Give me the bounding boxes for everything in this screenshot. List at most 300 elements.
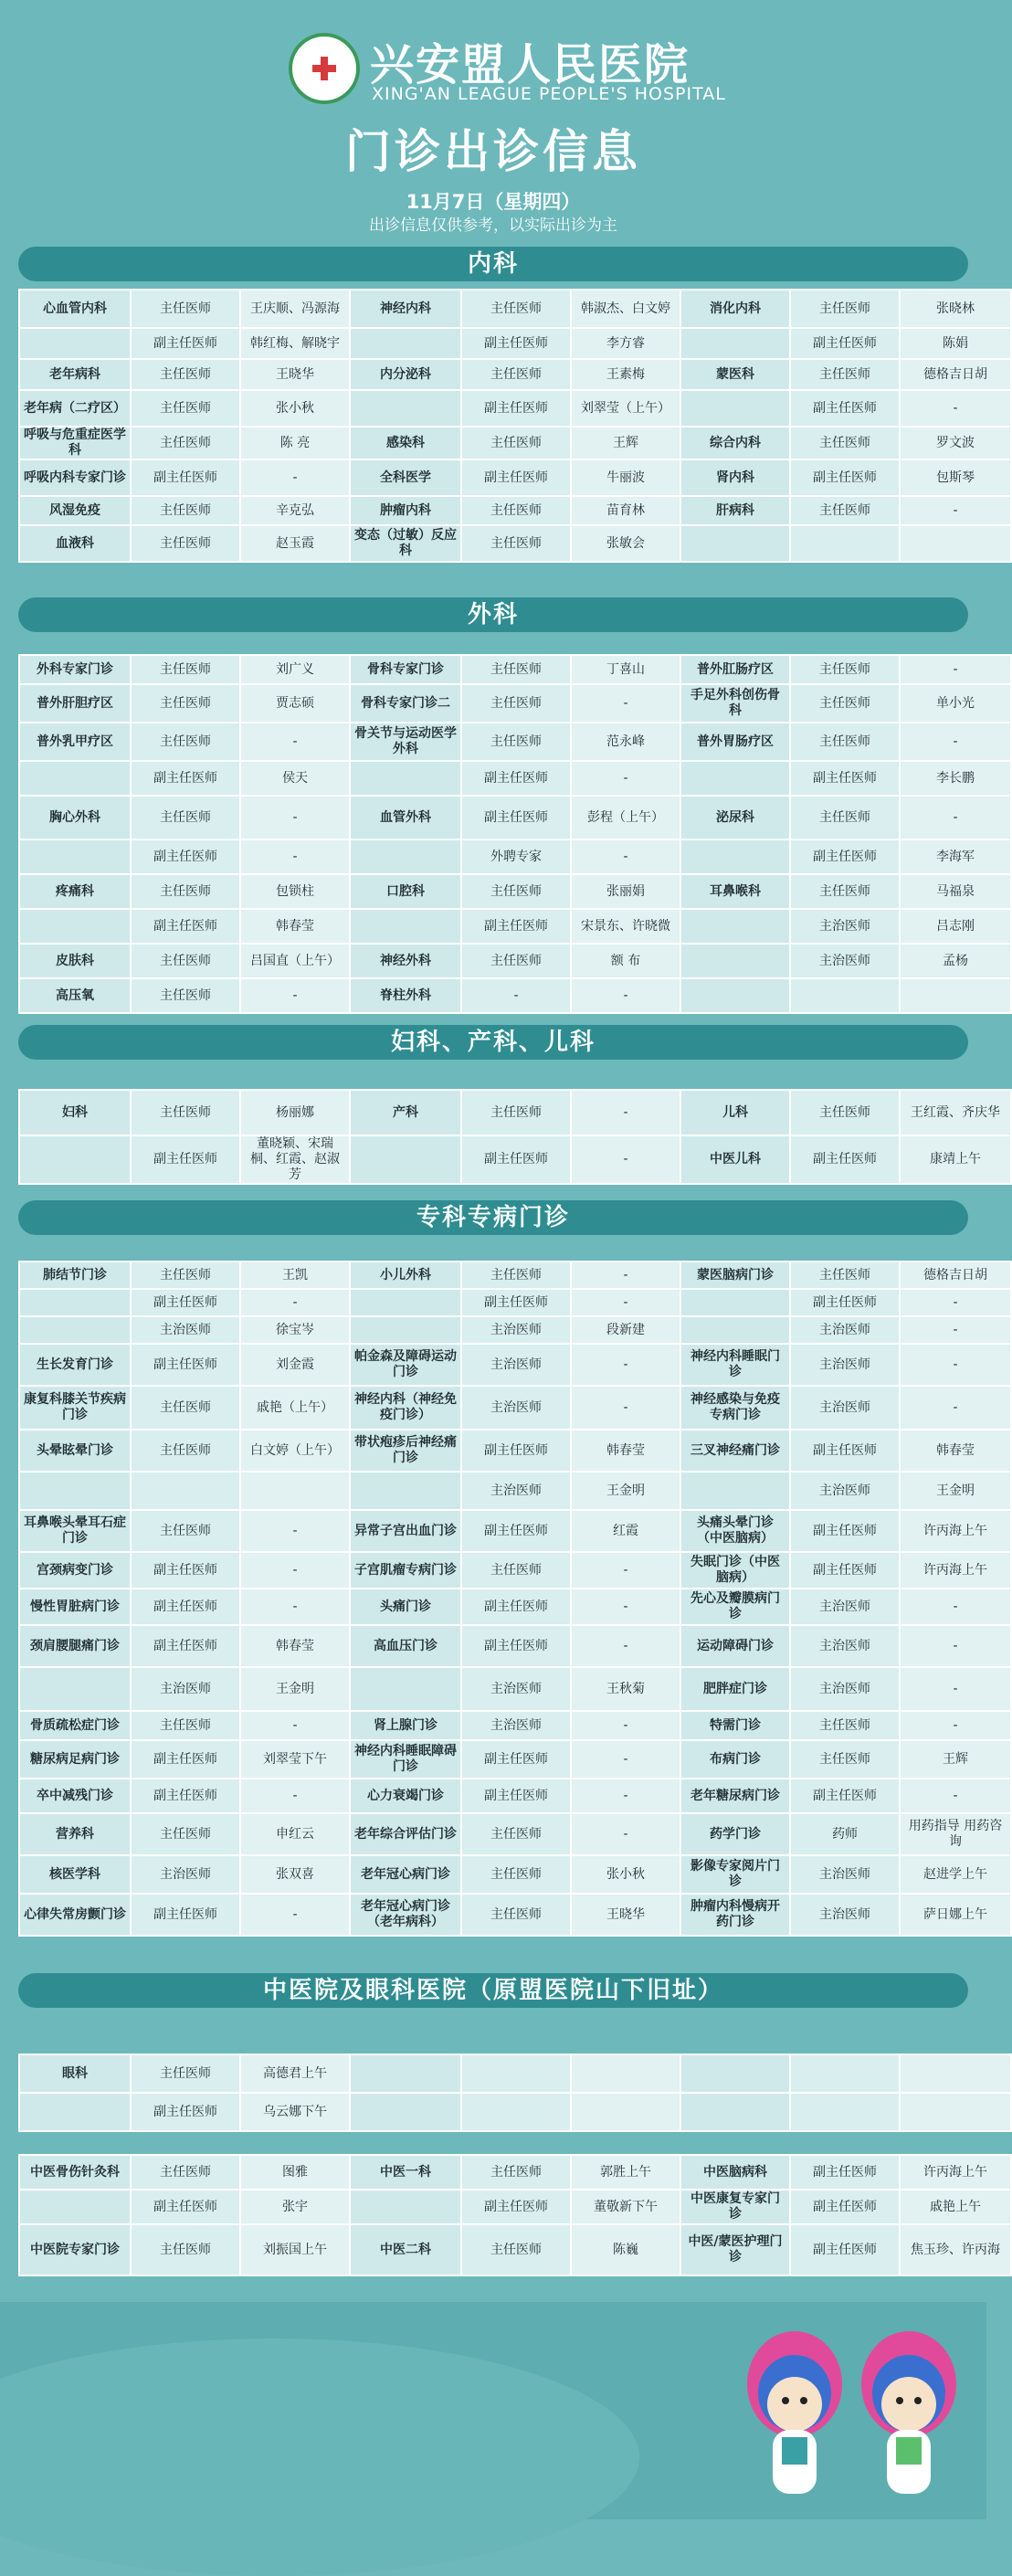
doctor-title-cell: 副主任医师 [462,1136,570,1183]
doctor-title-cell: 主治医师 [132,1668,239,1710]
doctor-name-cell: - [901,1290,1010,1315]
doctor-name-cell: 韩春莹 [241,910,349,943]
doctor-title-cell [462,2055,570,2092]
department-cell: 神经内科睡眠门诊 [681,1345,789,1385]
table-row [20,2225,1010,2275]
table-row [20,2191,1010,2223]
doctor-title-cell: 主任医师 [462,360,570,389]
doctor-name-cell [901,2055,1010,2092]
table-row [20,1856,1010,1893]
department-cell: 蒙医脑病门诊 [681,1262,789,1288]
doctor-title-cell: 副主任医师 [132,1553,239,1588]
doctor-title-cell: 副主任医师 [791,1553,899,1588]
doctor-name-cell: 张晓林 [901,290,1010,327]
doctor-name-cell: 陈娟 [901,329,1010,358]
doctor-title-cell: 副主任医师 [462,797,570,839]
doctor-title-cell: 副主任医师 [462,460,570,495]
doctor-title-cell: 副主任医师 [132,1741,239,1778]
doctor-title-cell: 主任医师 [791,797,899,839]
department-cell [351,1317,460,1343]
section-title-neike: 内科 [18,247,968,281]
doctor-title-cell: 副主任医师 [791,762,899,795]
doctor-title-cell: 主任医师 [132,979,239,1012]
table-zhongyi [18,2154,1000,2276]
doctor-name-cell: 高德君上午 [241,2055,349,2092]
table-row [20,1511,1010,1551]
doctor-title-cell: 主任医师 [132,1511,239,1551]
department-cell [351,2094,460,2130]
doctor-name-cell: 董敬新下午 [572,2191,680,2223]
doctor-title-cell: 副主任医师 [791,1511,899,1551]
doctor-name-cell: 张宇 [241,2191,349,2223]
doctor-title-cell: 主任医师 [791,1091,899,1135]
department-cell [681,526,789,561]
department-cell: 头痛门诊 [351,1589,460,1624]
doctor-name-cell: 陈 亮 [241,428,349,459]
department-cell: 运动障碍门诊 [681,1626,789,1666]
doctor-name-cell: 王金明 [572,1473,680,1509]
section-title-fuchan: 妇科、产科、儿科 [18,1025,968,1060]
department-cell: 糖尿病足病门诊 [20,1741,130,1778]
doctor-title-cell: 副主任医师 [132,1779,239,1812]
doctor-title-cell: - [462,979,570,1012]
department-cell: 颈肩腰腿痛门诊 [20,1626,130,1666]
section-title-zhongyi: 中医院及眼科医院（原盟医院山下旧址） [18,1973,968,2008]
table-waike [18,654,975,1014]
department-cell: 异常子宫出血门诊 [351,1511,460,1551]
doctor-title-cell: 主治医师 [462,1473,570,1509]
department-cell [681,1317,789,1343]
doctor-name-cell: - [901,1387,1010,1429]
doctor-name-cell: - [241,1589,349,1624]
hospital-english-name: XING'AN LEAGUE PEOPLE'S HOSPITAL [372,84,726,104]
doctor-name-cell: - [572,762,680,795]
doctor-title-cell: 主任医师 [791,1262,899,1288]
department-cell: 中医脑病科 [681,2156,789,2189]
department-cell: 普外肝胆疗区 [20,685,130,722]
doctor-name-cell: 吕国直（上午） [241,945,349,977]
doctor-name-cell [241,1473,349,1509]
doctor-name-cell: - [241,797,349,839]
department-cell: 中医一科 [351,2156,460,2189]
doctor-title-cell: 副主任医师 [132,329,239,358]
doctor-title-cell: 主任医师 [132,1262,239,1288]
doctor-name-cell: 王辉 [901,1741,1010,1778]
department-cell [20,2094,130,2130]
department-cell: 耳鼻喉头晕耳石症门诊 [20,1511,130,1551]
table-row [20,1345,1010,1385]
doctor-title-cell: 副主任医师 [132,1136,239,1183]
department-cell: 肝病科 [681,497,789,524]
schedule-table [18,1089,1012,1185]
doctor-name-cell: - [901,1317,1010,1343]
doctor-name-cell: - [241,723,349,760]
department-cell: 肿瘤内科慢病开药门诊 [681,1895,789,1935]
department-cell: 药学门诊 [681,1814,789,1854]
department-cell: 先心及瓣膜病门诊 [681,1589,789,1624]
doctor-title-cell: 主任医师 [132,2225,239,2275]
table-row [20,428,1010,459]
department-cell [681,762,789,795]
schedule-date: 11月7日（星期四） [406,191,581,213]
department-cell: 头晕眩晕门诊 [20,1431,130,1471]
department-cell: 老年糖尿病门诊 [681,1779,789,1812]
department-cell: 耳鼻喉科 [681,875,789,908]
doctor-name-cell: 刘翠莹（上午） [572,391,680,426]
department-cell: 生长发育门诊 [20,1345,130,1385]
doctor-title-cell: 主任医师 [791,360,899,389]
department-cell [681,945,789,977]
department-cell [351,840,460,873]
doctor-title-cell: 主任医师 [791,497,899,524]
doctor-title-cell: 主治医师 [791,910,899,943]
doctor-name-cell: 韩红梅、解晓宇 [241,329,349,358]
department-cell: 影像专家阅片门诊 [681,1856,789,1893]
department-cell: 老年冠心病门诊 [351,1856,460,1893]
doctor-name-cell: 赵玉霞 [241,526,349,561]
department-cell: 营养科 [20,1814,130,1854]
table-row [20,1553,1010,1588]
doctor-name-cell [901,979,1010,1012]
doctor-name-cell: - [572,979,680,1012]
doctor-title-cell: 主治医师 [791,945,899,977]
doctor-title-cell: 主任医师 [132,797,239,839]
doctor-name-cell: 张双喜 [241,1856,349,1893]
doctor-title-cell: 副主任医师 [132,762,239,795]
doctor-name-cell: - [572,1262,680,1288]
page-title: 门诊出诊信息 [345,125,641,178]
department-cell: 疼痛科 [20,875,130,908]
doctor-title-cell: 副主任医师 [791,2156,899,2189]
department-cell: 帕金森及障碍运动门诊 [351,1345,460,1385]
table-row [20,1741,1010,1778]
department-cell: 外科专家门诊 [20,656,130,683]
doctor-title-cell: 主任医师 [791,1741,899,1778]
table-row [20,1431,1010,1471]
department-cell: 老年综合评估门诊 [351,1814,460,1854]
table-row [20,1091,1010,1135]
department-cell: 核医学科 [20,1856,130,1893]
doctor-title-cell: 主任医师 [462,1091,570,1135]
department-cell [351,1668,460,1710]
doctor-title-cell: 副主任医师 [462,1290,570,1315]
doctor-name-cell: 乌云娜下午 [241,2094,349,2130]
department-cell: 手足外科创伤骨科 [681,685,789,722]
doctor-name-cell [572,2055,680,2092]
department-cell: 妇科 [20,1091,130,1135]
table-row [20,526,1010,561]
doctor-title-cell: 副主任医师 [132,460,239,495]
department-cell [681,979,789,1012]
department-cell: 高血压门诊 [351,1626,460,1666]
department-cell: 特需门诊 [681,1712,789,1739]
department-cell [681,840,789,873]
department-cell: 泌尿科 [681,797,789,839]
doctor-name-cell: - [572,1387,680,1429]
department-cell: 慢性胃脏病门诊 [20,1589,130,1624]
doctor-title-cell: 主任医师 [132,875,239,908]
doctor-name-cell: 刘金霞 [241,1345,349,1385]
doctor-name-cell: 德格吉日胡 [901,1262,1010,1288]
department-cell: 宫颈病变门诊 [20,1553,130,1588]
department-cell [351,1290,460,1315]
doctor-title-cell: 主任医师 [462,1553,570,1588]
doctor-title-cell: 主治医师 [791,1626,899,1666]
table-row [20,1668,1010,1710]
doctor-title-cell: 副主任医师 [132,910,239,943]
doctor-title-cell: 副主任医师 [132,1589,239,1624]
doctor-name-cell: - [572,1136,680,1183]
doctor-name-cell: 王晓华 [572,1895,680,1935]
doctor-name-cell: - [572,1091,680,1135]
table-row [20,2055,1010,2092]
department-cell: 心血管内科 [20,290,130,327]
department-cell: 心律失常房颤门诊 [20,1895,130,1935]
department-cell: 肾上腺门诊 [351,1712,460,1739]
doctor-title-cell: 主治医师 [462,1345,570,1385]
department-cell: 心力衰竭门诊 [351,1779,460,1812]
department-cell: 老年病（二疗区） [20,391,130,426]
doctor-name-cell: - [572,1345,680,1385]
doctor-title-cell: 副主任医师 [132,1895,239,1935]
doctor-title-cell: 主任医师 [462,656,570,683]
doctor-title-cell: 副主任医师 [791,329,899,358]
doctor-title-cell: 副主任医师 [791,1431,899,1471]
department-cell [351,762,460,795]
doctor-name-cell: 许丙海上午 [901,1553,1010,1588]
doctor-title-cell: 主任医师 [462,526,570,561]
doctor-name-cell: 王红霞、齐庆华 [901,1091,1010,1135]
department-cell: 中医康复专家门诊 [681,2191,789,2223]
doctor-name-cell [572,2094,680,2130]
schedule-table [18,2053,1012,2132]
table-row [20,1712,1010,1739]
department-cell [351,2055,460,2092]
doctor-title-cell: 主任医师 [462,290,570,327]
doctor-name-cell: 张丽娟 [572,875,680,908]
doctor-name-cell: 王素梅 [572,360,680,389]
doctor-name-cell: 赵进学上午 [901,1856,1010,1893]
doctor-name-cell: 德格吉日胡 [901,360,1010,389]
doctor-name-cell: 杨丽娜 [241,1091,349,1135]
doctor-name-cell: 韩春莹 [241,1626,349,1666]
doctor-name-cell: 许丙海上午 [901,2156,1010,2189]
department-cell: 神经感染与免疫专病门诊 [681,1387,789,1429]
doctor-name-cell [901,2094,1010,2130]
department-cell: 蒙医科 [681,360,789,389]
doctor-name-cell: 张小秋 [572,1856,680,1893]
doctor-name-cell: - [572,1626,680,1666]
doctor-name-cell: 包锁柱 [241,875,349,908]
doctor-title-cell: 副主任医师 [462,1741,570,1778]
doctor-name-cell: - [901,723,1010,760]
department-cell: 头痛头晕门诊（中医脑病） [681,1511,789,1551]
department-cell [20,762,130,795]
doctor-title-cell: 主任医师 [462,1895,570,1935]
department-cell: 中医骨伤针灸科 [20,2156,130,2189]
doctor-name-cell: 郭胜上午 [572,2156,680,2189]
department-cell: 脊柱外科 [351,979,460,1012]
schedule-table [18,289,1012,563]
department-cell: 普外胃肠疗区 [681,723,789,760]
doctor-name-cell: 额 布 [572,945,680,977]
doctor-name-cell: - [901,497,1010,524]
doctor-name-cell: 丁喜山 [572,656,680,683]
doctor-title-cell: 主任医师 [462,2225,570,2275]
doctor-title-cell: 副主任医师 [791,840,899,873]
table-row [20,460,1010,495]
doctor-name-cell: 韩春莹 [572,1431,680,1471]
doctor-title-cell: 主任医师 [132,428,239,459]
department-cell: 老年病科 [20,360,130,389]
doctor-name-cell: 苗育林 [572,497,680,524]
department-cell: 产科 [351,1091,460,1135]
doctor-name-cell: - [901,1589,1010,1624]
doctor-name-cell: - [901,1779,1010,1812]
doctor-name-cell: - [241,979,349,1012]
department-cell: 骨质疏松症门诊 [20,1712,130,1739]
doctor-name-cell: 王辉 [572,428,680,459]
doctor-title-cell: 主任医师 [791,290,899,327]
department-cell [20,840,130,873]
doctor-title-cell: 主任医师 [791,656,899,683]
table-row [20,1136,1010,1183]
doctor-name-cell: 戚艳上午 [901,2191,1010,2223]
department-cell: 肿瘤内科 [351,497,460,524]
doctor-title-cell: 主任医师 [462,1814,570,1854]
table-row [20,1814,1010,1854]
department-cell [351,1473,460,1509]
doctor-name-cell: - [901,1712,1010,1739]
doctor-name-cell: 张敏会 [572,526,680,561]
doctor-name-cell: - [572,1589,680,1624]
doctor-name-cell: - [901,1668,1010,1710]
doctor-title-cell: 副主任医师 [791,1290,899,1315]
doctor-title-cell: 主任医师 [462,945,570,977]
schedule-table [18,1261,1012,1937]
table-row [20,497,1010,524]
doctor-name-cell: - [241,1712,349,1739]
doctor-name-cell: - [901,391,1010,426]
doctor-name-cell: 戚艳（上午） [241,1387,349,1429]
department-cell: 神经内科睡眠障碍门诊 [351,1741,460,1778]
doctor-title-cell: 主治医师 [132,1856,239,1893]
department-cell [20,1290,130,1315]
doctor-title-cell: 主治医师 [791,1345,899,1385]
table-row [20,910,1010,943]
doctor-title-cell: 主任医师 [132,1387,239,1429]
department-cell: 综合内科 [681,428,789,459]
department-cell: 消化内科 [681,290,789,327]
department-cell [20,1136,130,1183]
doctor-name-cell: 申红云 [241,1814,349,1854]
doctor-title-cell: 副主任医师 [791,391,899,426]
doctor-title-cell: 主任医师 [791,723,899,760]
department-cell: 风湿免疫 [20,497,130,524]
doctor-name-cell: - [241,1290,349,1315]
table-row [20,2094,1010,2130]
table-row [20,723,1010,760]
department-cell: 高压氧 [20,979,130,1012]
department-cell [681,1290,789,1315]
doctor-title-cell: 主治医师 [791,1473,899,1509]
department-cell: 中医/蒙医护理门诊 [681,2225,789,2275]
doctor-name-cell: 王凯 [241,1262,349,1288]
department-cell [681,2094,789,2130]
table-row [20,1317,1010,1343]
doctor-title-cell: 主任医师 [132,1091,239,1135]
doctor-name-cell: 李长鹏 [901,762,1010,795]
doctor-name-cell: 董晓颖、宋瑞桐、红霞、赵淑芳 [241,1136,349,1183]
doctor-name-cell: - [901,1345,1010,1385]
doctor-name-cell: 韩淑杰、白文婷 [572,290,680,327]
department-cell: 子宫肌瘤专病门诊 [351,1553,460,1588]
doctor-name-cell: - [572,1814,680,1854]
doctor-name-cell: 萨日娜上午 [901,1895,1010,1935]
doctor-name-cell: 刘振国上午 [241,2225,349,2275]
doctor-name-cell: 吕志刚 [901,910,1010,943]
doctor-title-cell: 副主任医师 [791,1779,899,1812]
doctor-title-cell: 副主任医师 [462,1589,570,1624]
department-cell: 肺结节门诊 [20,1262,130,1288]
department-cell [681,329,789,358]
doctor-title-cell: 副主任医师 [791,2225,899,2275]
doctor-title-cell: 主任医师 [132,2055,239,2092]
department-cell: 变态（过敏）反应科 [351,526,460,561]
doctor-name-cell: 王金明 [241,1668,349,1710]
section-title-zhuanke: 专科专病门诊 [18,1200,968,1235]
doctor-title-cell: 主治医师 [791,1589,899,1624]
department-cell: 眼科 [20,2055,130,2092]
table-row [20,391,1010,426]
doctor-title-cell: 主任医师 [132,2156,239,2189]
table-row [20,1387,1010,1429]
department-cell: 口腔科 [351,875,460,908]
department-cell: 普外乳甲疗区 [20,723,130,760]
doctor-title-cell: 副主任医师 [132,1345,239,1385]
doctor-title-cell: 主任医师 [462,2156,570,2189]
doctor-name-cell: 李方睿 [572,329,680,358]
doctor-title-cell: 主治医师 [791,1856,899,1893]
table-row [20,2156,1010,2189]
department-cell: 呼吸与危重症医学科 [20,428,130,459]
table-row [20,290,1010,327]
doctor-title-cell: 主任医师 [462,497,570,524]
section-title-waike: 外科 [18,597,968,632]
doctor-title-cell: 主任医师 [132,526,239,561]
doctor-title-cell: 主治医师 [791,1668,899,1710]
doctor-title-cell: 主任医师 [791,428,899,459]
doctor-title-cell: 主任医师 [132,1814,239,1854]
table-row [20,1262,1010,1288]
table-row [20,1290,1010,1315]
doctor-name-cell: 王金明 [901,1473,1010,1509]
doctor-name-cell: 红霞 [572,1511,680,1551]
doctor-title-cell: 副主任医师 [132,2094,239,2130]
table-row [20,797,1010,839]
doctor-title-cell: 主治医师 [462,1317,570,1343]
table-row [20,1589,1010,1624]
department-cell [20,2191,130,2223]
doctor-name-cell: 白文婷（上午） [241,1431,349,1471]
doctor-name-cell [901,526,1010,561]
doctor-title-cell: 主治医师 [462,1668,570,1710]
department-cell: 呼吸内科专家门诊 [20,460,130,495]
doctor-name-cell: 刘翠莹下午 [241,1741,349,1778]
doctor-name-cell: - [572,1779,680,1812]
doctor-name-cell: 徐宝岑 [241,1317,349,1343]
department-cell: 中医二科 [351,2225,460,2275]
